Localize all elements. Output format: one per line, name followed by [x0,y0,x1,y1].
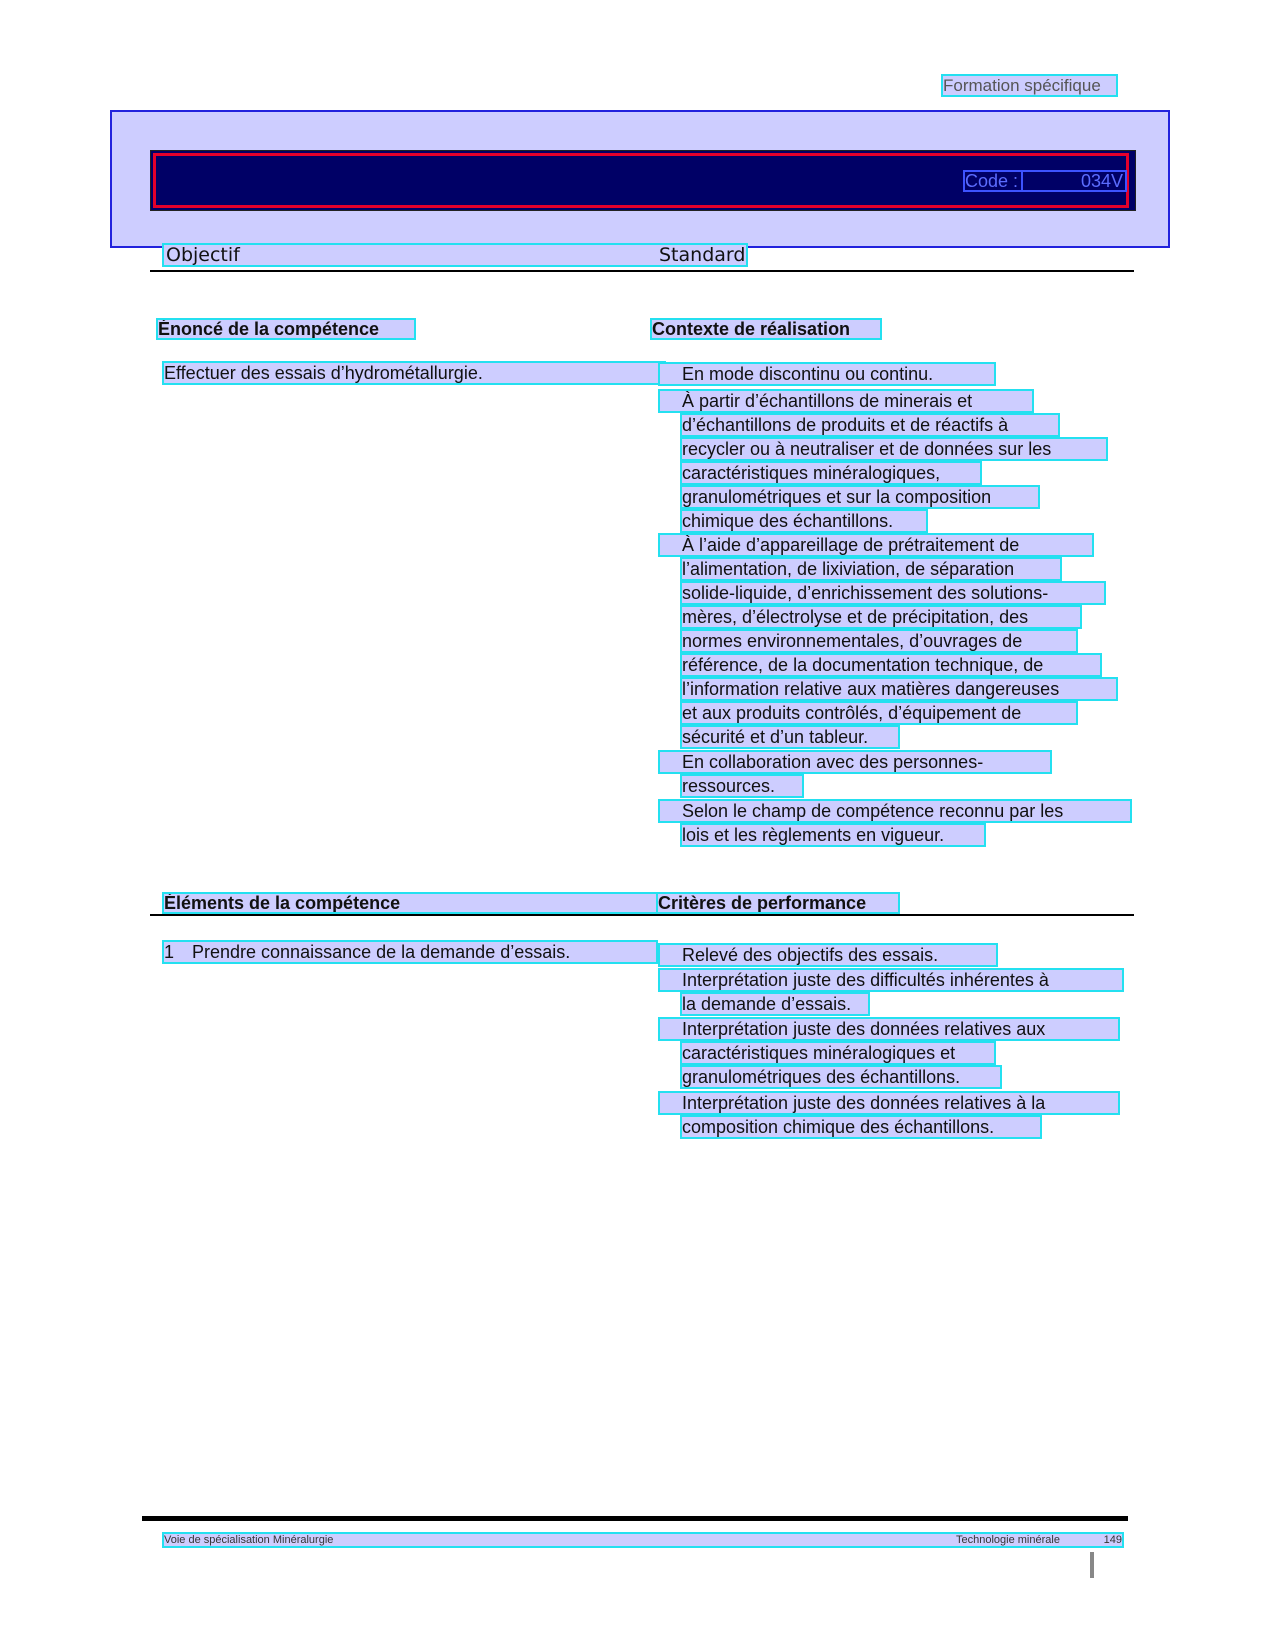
section-label: Formation spécifique [943,76,1116,95]
list-item: lois et les règlements en vigueur. [682,825,984,845]
list-item: la demande d’essais. [682,994,868,1014]
list-item: À partir d’échantillons de minerais et [660,391,1032,411]
list-item: référence, de la documentation technique, de [682,655,1100,675]
statement-text: Effectuer des essais d’hydrométallurgie. [164,363,664,383]
page-marker [1090,1552,1094,1578]
list-item: d’échantillons de produits et de réactifs à [682,415,1058,435]
list-item: sécurité et d’un tableur. [682,727,898,747]
criteria-heading: Critères de performance [658,894,898,912]
list-item: À l’aide d’appareillage de prétraitement de [660,535,1092,555]
footer-program: Voie de spécialisation Minéralurgie [164,1534,334,1546]
list-item: recycler ou à neutraliser et de données sur les [682,439,1106,459]
list-item: Selon le champ de compétence reconnu par les [660,801,1130,821]
statement-heading: Énoncé de la compétence [158,320,414,338]
list-item: l’alimentation, de lixiviation, de séparation [682,559,1060,579]
context-heading: Contexte de réalisation [652,320,880,338]
list-item: En mode discontinu ou continu. [660,364,994,384]
list-item: et aux produits contrôlés, d’équipement de [682,703,1076,723]
elements-heading: Éléments de la compétence [164,894,658,912]
code-separator [1021,172,1023,190]
list-item: granulométriques et sur la composition [682,487,1038,507]
objective-label: Objectif [166,244,240,266]
footer-page-number: 149 [1103,1534,1122,1546]
list-item: Relevé des objectifs des essais. [660,945,996,965]
footer-title: Technologie minérale [956,1534,1060,1546]
standard-label: Standard [659,244,746,266]
element-item [164,942,656,962]
code-label: Code : [965,171,1019,191]
list-item: Interprétation juste des données relatives aux [660,1019,1118,1039]
element-text: Prendre connaissance de la demande d’essais. [192,942,571,962]
list-item: l’information relative aux matières dangereuses [682,679,1116,699]
list-item: granulométriques des échantillons. [682,1067,1000,1087]
list-item: Interprétation juste des difficultés inhérentes à [660,970,1122,990]
code-field [965,172,1125,190]
list-item: mères, d’électrolyse et de précipitation, des [682,607,1080,627]
page-footer [164,1534,1122,1546]
list-item: Interprétation juste des données relatives à la [660,1093,1118,1113]
list-item: solide-liquide, d’enrichissement des solutions- [682,583,1104,603]
code-value: 034V [1080,171,1123,191]
list-item: ressources. [682,776,802,796]
list-item: caractéristiques minéralogiques, [682,463,980,483]
list-item: normes environnementales, d’ouvrages de [682,631,1076,651]
list-item: chimique des échantillons. [682,511,926,531]
footer-divider [142,1516,1128,1521]
list-item: En collaboration avec des personnes- [660,752,1050,772]
elements-divider [150,914,1134,916]
element-number: 1 [164,942,175,962]
list-item: caractéristiques minéralogiques et [682,1043,994,1063]
objective-divider [150,270,1134,272]
list-item: composition chimique des échantillons. [682,1117,1040,1137]
objective-header-row [164,245,746,265]
